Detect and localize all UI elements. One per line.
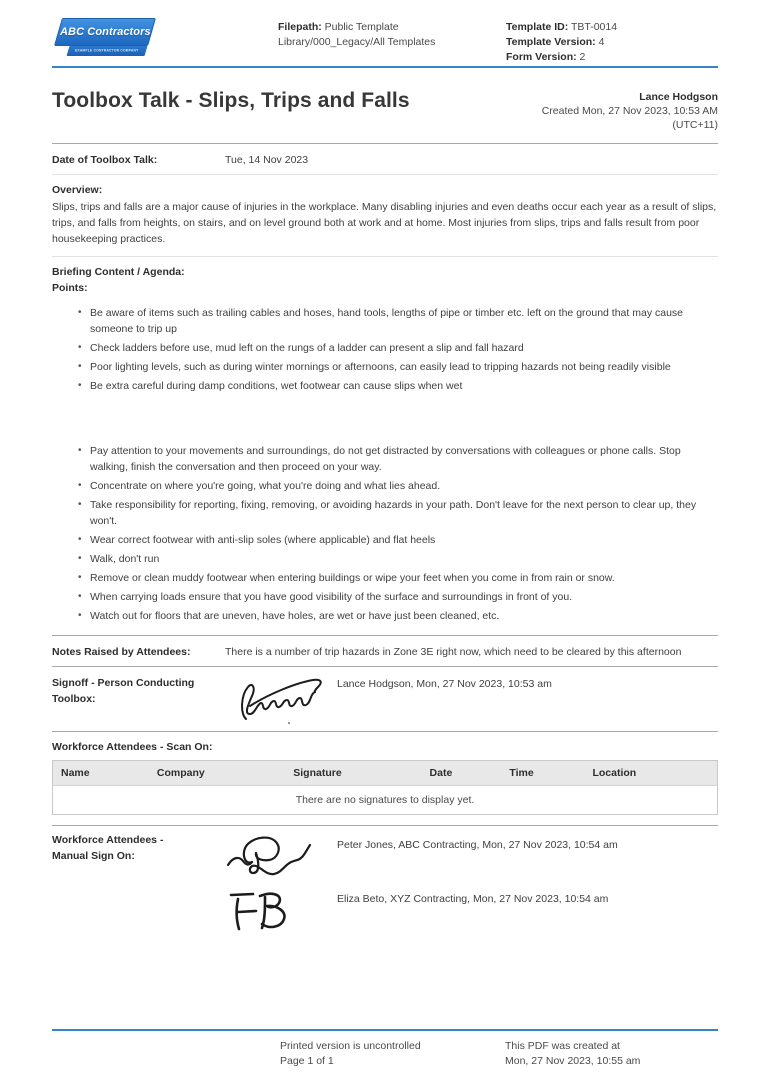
company-logo-tagline-banner	[67, 46, 148, 56]
footer-created-label: This PDF was created at	[505, 1040, 620, 1052]
template-id-row	[506, 20, 718, 35]
scan-on-header-row	[53, 761, 718, 786]
manual-entry-text: Eliza Beto, XYZ Contracting, Mon, 27 Nov 2023, 10:54 am	[337, 893, 609, 905]
template-version-label: Template Version:	[506, 36, 596, 48]
template-version-row	[506, 35, 718, 50]
template-id-label: Template ID:	[506, 21, 569, 33]
template-version-value: 4	[598, 36, 605, 48]
footer-left-block	[280, 1039, 505, 1069]
bullet-item: • Be extra careful during damp conditions, wet footwear can cause slips when wet	[52, 378, 718, 394]
manual-entry	[225, 832, 718, 884]
date-label: Date of Toolbox Talk:	[52, 154, 158, 166]
briefing-points-group1	[52, 305, 718, 394]
notes-label: Notes Raised by Attendees:	[52, 646, 191, 658]
title-row	[52, 89, 718, 132]
briefing-label: Briefing Content / Agenda:	[52, 266, 185, 278]
template-id-value: TBT-0014	[570, 21, 618, 33]
manual-entry	[225, 886, 718, 932]
scan-on-empty-row	[53, 786, 718, 815]
bullet-item: • Concentrate on where you're going, what you're doing and what lies ahead.	[52, 478, 718, 494]
filepath-block	[278, 18, 506, 50]
column-header-date: Date	[422, 761, 502, 786]
footer-page-number: Page 1 of 1	[280, 1055, 334, 1067]
filepath-label: Filepath:	[278, 21, 322, 33]
bullet-item: • Poor lighting levels, such as during winter mornings or afternoons, can easily lead to tripping hazards not being readily visible	[52, 359, 718, 375]
scan-on-label: Workforce Attendees - Scan On:	[52, 741, 213, 753]
bullet-item: • Be aware of items such as trailing cables and hoses, hand tools, lengths of pipe or timber etc. left on the ground that may cause someone to trip up	[52, 305, 718, 337]
document-footer	[0, 1027, 768, 1087]
eliza-beto-signature	[225, 886, 295, 932]
form-version-value: 2	[579, 51, 586, 63]
bullet-item: • Watch out for floors that are uneven, have holes, are wet or have just been cleaned, etc.	[52, 608, 718, 624]
peter-jones-signature	[225, 832, 313, 884]
manual-label-line2: Manual Sign On:	[52, 850, 135, 862]
signoff-signed-by: Lance Hodgson, Mon, 27 Nov 2023, 10:53 am	[337, 678, 552, 690]
bullet-item: • When carrying loads ensure that you have good visibility of the surface and surroundings in front of you.	[52, 589, 718, 605]
briefing-sublabel: Points:	[52, 282, 88, 294]
column-header-name: Name	[53, 761, 149, 786]
section-overview	[52, 174, 718, 256]
company-logo-tagline: EXAMPLE CONTRACTOR COMPANY	[75, 49, 139, 53]
company-logo-brand: ABC Contractors	[59, 26, 151, 38]
section-notes	[52, 635, 718, 666]
signoff-label-line1: Signoff - Person Conducting	[52, 677, 195, 689]
notes-value: There is a number of trip hazards in Zone 3E right now, which need to be cleared by this afternoon	[225, 646, 682, 658]
form-version-label: Form Version:	[506, 51, 577, 63]
footer-right-block	[505, 1039, 718, 1069]
section-date	[52, 143, 718, 174]
scan-on-empty-message: There are no signatures to display yet.	[53, 786, 718, 815]
bullet-item: • Wear correct footwear with anti-slip soles (where applicable) and flat heels	[52, 532, 718, 548]
company-logo	[50, 18, 158, 60]
scan-on-table	[52, 760, 718, 815]
overview-text: Slips, trips and falls are a major cause of injuries in the workplace. Many disabling injuries and even deaths occur each year as a result of slips, trips, and falls from heights, on stairs, and on level ground both at work and at home. Most injuries from slips, trips and falls result from poor housekeeping practices.	[52, 201, 717, 245]
form-version-row	[506, 50, 718, 65]
document-header	[52, 18, 718, 64]
bullet-item: • Check ladders before use, mud left on the rungs of a ladder can present a slip and fall hazard	[52, 340, 718, 356]
bullet-item: • Pay attention to your movements and surroundings, do not get distracted by conversations with colleagues or phone calls. Stop walking, finish the conversation and then proceed on your way.	[52, 443, 718, 475]
footer-created-timestamp: Mon, 27 Nov 2023, 10:55 am	[505, 1055, 641, 1067]
bullet-item: • Take responsibility for reporting, fixing, removing, or avoiding hazards in your path. Don't leave for the next person to clear up, they won't.	[52, 497, 718, 529]
date-value: Tue, 14 Nov 2023	[225, 154, 309, 166]
author-name: Lance Hodgson	[639, 91, 718, 103]
overview-label: Overview:	[52, 184, 103, 196]
manual-label-line1: Workforce Attendees -	[52, 834, 164, 846]
filepath-value: Public Template Library/000_Legacy/All Templates	[278, 21, 436, 48]
page-title: Toolbox Talk - Slips, Trips and Falls	[52, 89, 410, 112]
signoff-label-line2: Toolbox:	[52, 693, 96, 705]
bullet-item: • Remove or clean muddy footwear when entering buildings or wipe your feet when you come in from rain or snow.	[52, 570, 718, 586]
created-timestamp: Created Mon, 27 Nov 2023, 10:53 AM	[541, 105, 718, 117]
template-meta-block	[506, 18, 718, 65]
column-header-time: Time	[501, 761, 584, 786]
created-timezone: (UTC+11)	[672, 119, 718, 131]
created-block	[542, 89, 718, 132]
section-manual-sign-on	[52, 825, 718, 938]
conductor-signature	[237, 675, 329, 725]
bullet-item: • Walk, don't run	[52, 551, 718, 567]
company-logo-banner	[54, 18, 156, 46]
column-header-location: Location	[584, 761, 717, 786]
section-briefing	[52, 256, 718, 635]
column-header-company: Company	[149, 761, 285, 786]
briefing-points-group2	[52, 443, 718, 624]
column-header-signature: Signature	[285, 761, 421, 786]
points-gap	[52, 397, 718, 434]
manual-entry-text: Peter Jones, ABC Contracting, Mon, 27 Nov 2023, 10:54 am	[337, 839, 618, 851]
footer-uncontrolled-note: Printed version is uncontrolled	[280, 1040, 421, 1052]
section-scan-on	[52, 731, 718, 825]
section-signoff	[52, 666, 718, 731]
